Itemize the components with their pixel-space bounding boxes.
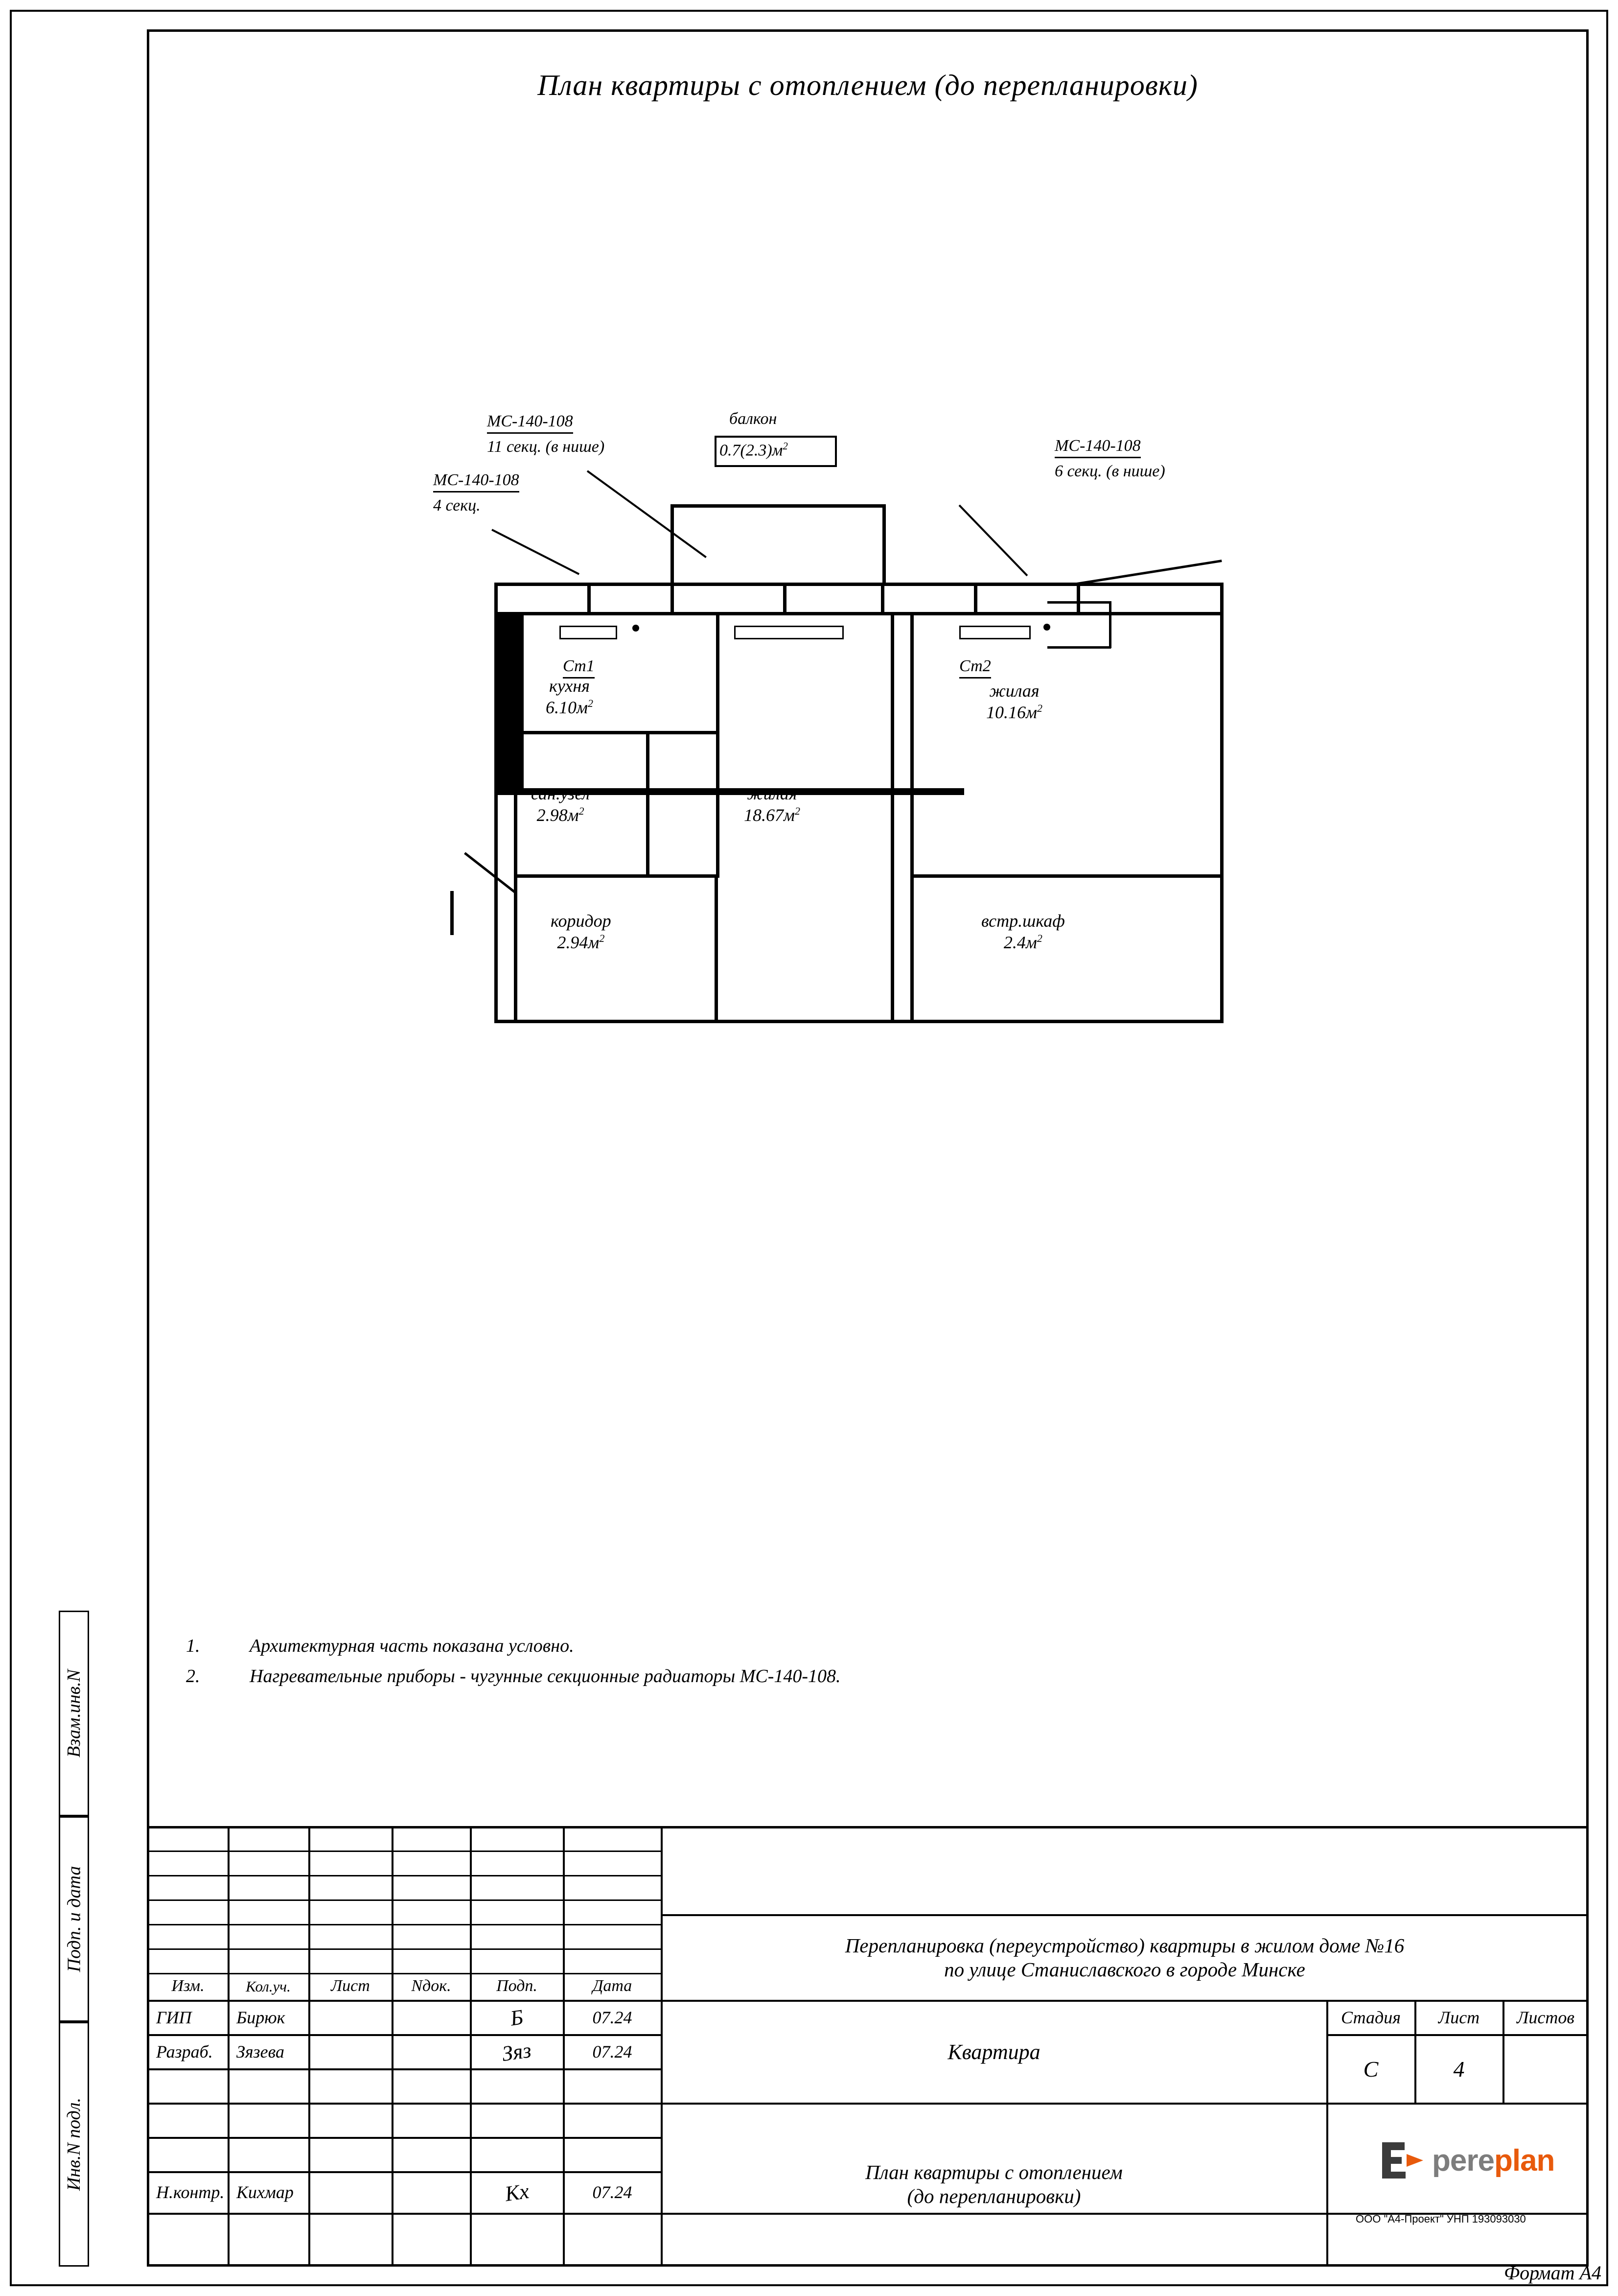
label-underline: [715, 436, 837, 438]
stamp-line: [147, 2213, 661, 2215]
stage-value: С: [1363, 2057, 1379, 2082]
list-label: Лист: [1438, 2008, 1480, 2028]
title-block: [147, 1826, 1589, 2267]
wall: [514, 731, 517, 878]
stamp-name-nkontr: Кихмар: [236, 2182, 294, 2202]
wall: [514, 874, 517, 1021]
note-item: [186, 1635, 841, 1657]
stamp-signature-nkontr: Кх: [503, 2179, 531, 2206]
callout-detail-2: 4 секц.: [433, 496, 481, 515]
lists-value: [1504, 2036, 1587, 2103]
wall: [716, 612, 719, 759]
project-name-line1: Перепланировка (переустройство) квартиры в жилом доме №16: [845, 1934, 1405, 1957]
stamp-line: [1326, 2103, 1328, 2264]
stamp-header-koluch: Кол.уч.: [246, 1977, 291, 1995]
stamp-line: [147, 1851, 661, 1852]
page-title: План квартиры с отоплением (до перепланировки): [537, 69, 1198, 101]
note-text: Нагревательные приборы - чугунные секционные радиаторы МС-140-108.: [250, 1666, 841, 1687]
riser-st2-dot: [1043, 624, 1050, 631]
balcony-wall: [670, 504, 674, 585]
wall: [494, 583, 1224, 586]
door-jamb: [450, 891, 454, 935]
stamp-signature-razrab: Зяз: [501, 2038, 533, 2066]
balcony-wall: [670, 504, 886, 508]
wall: [716, 612, 892, 615]
list-value: 4: [1453, 2057, 1465, 2082]
wall: [494, 612, 498, 1023]
room-label-kitchen: кухня $6.10м^2$: [546, 676, 593, 717]
stamp-header-podp: Подп.: [496, 1977, 537, 1995]
logo-svg: [1380, 2139, 1425, 2181]
callout-detail-3: 6 секц. (в нише): [1055, 462, 1165, 480]
room-label-closet: встр.шкаф $2.4м^2$: [981, 911, 1065, 952]
wall-tick: [587, 584, 591, 613]
logo-text-left: pere: [1432, 2143, 1494, 2178]
pereplan-logo: [1380, 2139, 1554, 2181]
stamp-line: [147, 1875, 661, 1876]
stamp-signature-gip: Б: [509, 2005, 525, 2031]
wall: [514, 731, 719, 734]
logo-text-right: plan: [1494, 2143, 1555, 2178]
stamp-line: [147, 1948, 661, 1950]
room-label-bathroom: сан.узел $2.98м^2$: [531, 784, 590, 825]
side-label-podp: Подп. и дата: [59, 1816, 89, 2022]
leader-line: [959, 505, 1028, 577]
label-box-line: [835, 436, 837, 465]
stamp-line: [147, 2068, 661, 2070]
stamp-header-data: Дата: [592, 1977, 632, 1995]
format-label: Формат А4: [1503, 2262, 1601, 2284]
wall: [910, 612, 1224, 615]
wall: [514, 874, 719, 878]
stamp-role-razrab: Разраб.: [156, 2042, 213, 2062]
stamp-date-razrab: 07.24: [592, 2042, 632, 2062]
callout-model-3: МС-140-108: [1055, 436, 1141, 458]
callout-model-2: МС-140-108: [433, 470, 519, 492]
pipe: [1047, 601, 1111, 604]
room-label-balcony: балкон: [729, 410, 777, 428]
wall-tick: [974, 584, 977, 613]
stamp-name-gip: Бирюк: [236, 2008, 285, 2028]
riser-st1-dot: [632, 625, 639, 632]
leader-line: [1077, 560, 1222, 585]
wall: [910, 874, 1224, 878]
wall-tick: [670, 584, 674, 613]
wall: [494, 1020, 1224, 1023]
note-item: [186, 1665, 841, 1687]
wall-tick: [881, 584, 884, 613]
stamp-date-gip: 07.24: [592, 2008, 632, 2028]
pipe: [1109, 601, 1111, 648]
wall: [716, 759, 719, 876]
stamp-header-list: Лист: [331, 1977, 370, 1995]
wall: [715, 874, 718, 1021]
leader-line: [587, 470, 707, 558]
logo-text: [1432, 2143, 1554, 2178]
room-label-corridor: коридор $2.94м^2$: [551, 911, 611, 952]
pipe: [1047, 646, 1111, 649]
wall: [910, 612, 914, 1023]
stamp-line: [147, 2264, 1589, 2267]
project-name-line2: по улице Станиславского в городе Минске: [944, 1958, 1305, 1981]
wall: [514, 612, 719, 615]
stamp-date-nkontr: 07.24: [592, 2182, 632, 2202]
door-leaf: [464, 852, 516, 893]
wall: [514, 612, 517, 734]
callout-model-1: МС-140-108: [487, 411, 573, 434]
stamp-header-izm: Изм.: [171, 1977, 205, 1995]
stamp-name-razrab: Зязева: [236, 2042, 284, 2062]
stamp-line: [392, 1826, 393, 2267]
room-label-living-2: жилая $10.16м^2$: [986, 681, 1042, 722]
note-text: Архитектурная часть показана условно.: [250, 1636, 574, 1656]
riser-label-st1: Ст1: [563, 656, 595, 679]
stage-label: Стадия: [1341, 2008, 1401, 2028]
radiator-11sec: [734, 626, 844, 639]
side-label-vzam: Взам.инв.N: [59, 1611, 89, 1816]
room-label-living-1: жилая $18.67м^2$: [744, 784, 800, 825]
stamp-line: [147, 2137, 661, 2139]
radiator-st1-4sec: [559, 626, 617, 639]
wall: [494, 583, 498, 615]
object-name: Квартира: [948, 2039, 1040, 2064]
wall: [494, 612, 524, 788]
notes-block: [186, 1635, 841, 1696]
stamp-line: [147, 1924, 661, 1925]
sheet-title: [663, 2105, 1325, 2264]
wall-tick: [783, 584, 786, 613]
label-box-line: [715, 436, 717, 465]
floor-plan: [433, 382, 1272, 1116]
radiator-st2-6sec: [959, 626, 1031, 639]
stamp-line: [147, 2103, 661, 2105]
lists-label: Листов: [1517, 2008, 1574, 2028]
stamp-line: [147, 1899, 661, 1901]
wall: [646, 731, 649, 878]
wall: [891, 612, 894, 1023]
balcony-wall: [882, 504, 886, 585]
side-label-inv: Инв.N подл.: [59, 2022, 89, 2267]
wall-tick: [1077, 584, 1080, 613]
stamp-header-ndok: Nдок.: [411, 1977, 451, 1995]
stamp-line: [147, 1826, 1589, 1828]
wall: [1220, 583, 1224, 1023]
callout-detail-1: 11 секц. (в нише): [487, 438, 605, 456]
note-number: 1.: [186, 1636, 200, 1656]
riser-label-st2: Ст2: [959, 656, 991, 679]
sheet-title-line1: План квартиры с отоплением: [865, 2160, 1123, 2183]
project-name: [663, 1916, 1587, 1999]
sheet-title-line2: (до перепланировки): [907, 2185, 1081, 2207]
logo-mark-icon: [1380, 2139, 1425, 2181]
room-area-balcony: $0.7(2.3)м^2$: [719, 440, 788, 460]
note-number: 2.: [186, 1666, 200, 1687]
stamp-role-nkontr: Н.контр.: [156, 2182, 225, 2202]
label-box-line: [715, 465, 837, 467]
company-line: ООО "А4-Проект" УНП 193093030: [1356, 2213, 1526, 2225]
leader-line: [491, 529, 579, 575]
stamp-role-gip: ГИП: [156, 2008, 192, 2028]
